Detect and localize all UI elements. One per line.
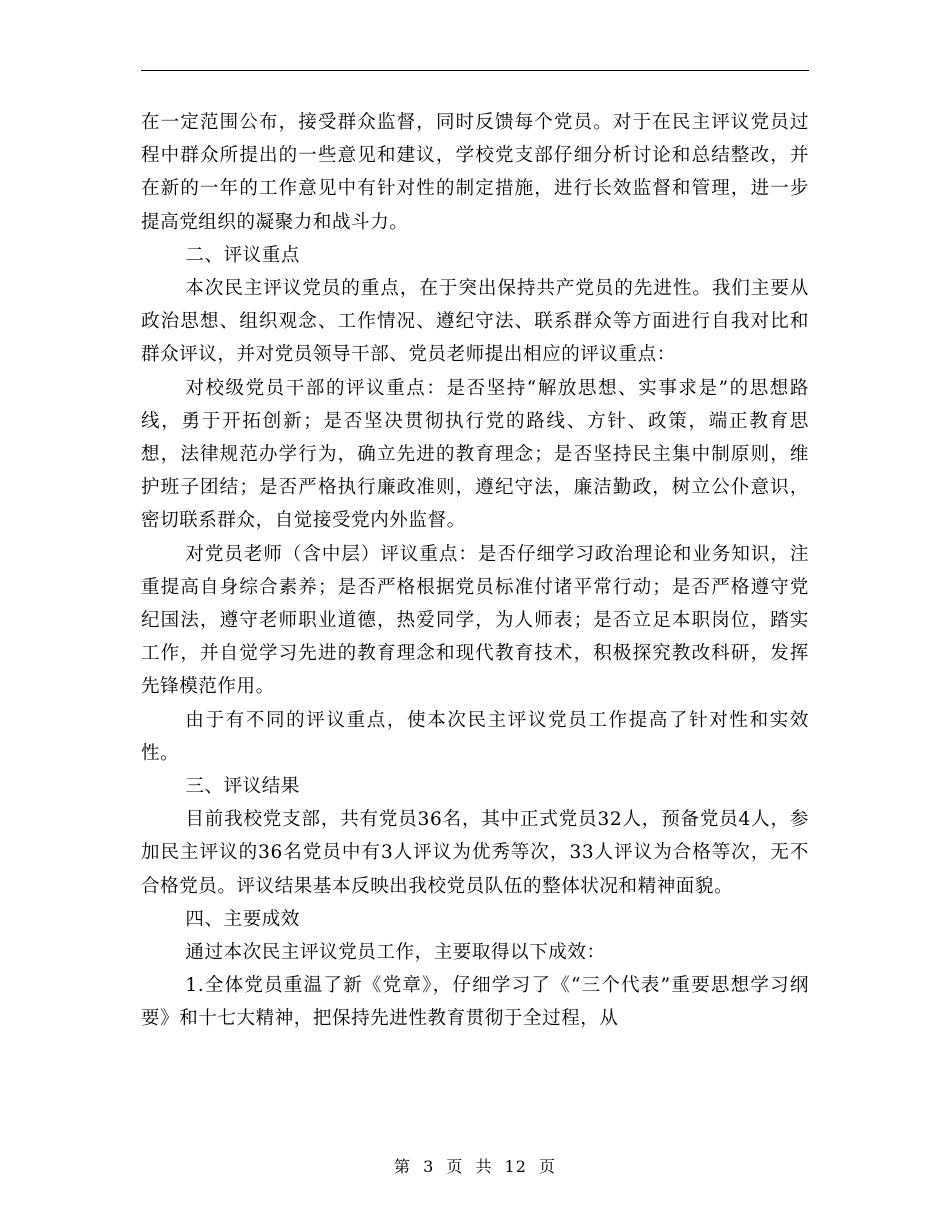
document-body	[141, 106, 809, 1036]
header-rule	[141, 70, 809, 71]
page-number-footer: 第 3 页 共 12 页	[394, 1157, 556, 1176]
paragraph-school-cadres-focus: 对校级党员干部的评议重点：是否坚持“解放思想、实事求是”的思想路线，勇于开拓创新；是否坚决贯彻执行党的路线、方针、政策，端正教育思想，法律规范办学行为，确立先进的教育理念；是否坚持民主集中制原则，维护班子团结；是否严格执行廉政准则，遵纪守法，廉洁勤政，树立公仆意识，密切联系群众，自觉接受党内外监督。	[141, 377, 809, 532]
paragraph-continuation: 在一定范围公布，接受群众监督，同时反馈每个党员。对于在民主评议党员过程中群众所提出的一些意见和建议，学校党支部仔细分析讨论和总结整改，并在新的一年的工作意见中有针对性的制定措施，进行长效监督和管理，进一步提高党组织的凝聚力和战斗力。	[141, 112, 809, 233]
paragraph-teachers-focus: 对党员老师（含中层）评议重点：是否仔细学习政治理论和业务知识，注重提高自身综合素养；是否严格根据党员标准付诸平常行动；是否严格遵守党纪国法，遵守老师职业道德，热爱同学，为人师表；是否立足本职岗位，踏实工作，并自觉学习先进的教育理念和现代教育技术，积极探究教改科研，发挥先锋模范作用。	[141, 543, 809, 698]
section-heading-main-achievements: 四、主要成效	[185, 908, 300, 930]
paragraph-achievement-1: 1.全体党员重温了新《党章》，仔细学习了《“三个代表”重要思想学习纲要》和十七大精神，把保持先进性教育贯彻于全过程，从	[141, 975, 809, 1030]
section-heading-review-focus: 二、评议重点	[185, 244, 300, 266]
paragraph-focus-summary: 由于有不同的评议重点，使本次民主评议党员工作提高了针对性和实效性。	[141, 709, 809, 764]
paragraph-review-results: 目前我校党支部，共有党员36名，其中正式党员32人，预备党员4人，参加民主评议的36名党员中有3人评议为优秀等次，33人评议为合格等次，无不合格党员。评议结果基本反映出我校党员队伍的整体状况和精神面貌。	[141, 809, 809, 897]
section-heading-review-results: 三、评议结果	[185, 776, 300, 798]
paragraph-review-focus-intro: 本次民主评议党员的重点，在于突出保持共产党员的先进性。我们主要从政治思想、组织观念、工作情况、遵纪守法、联系群众等方面进行自我对比和群众评议，并对党员领导干部、党员老师提出相应的评议重点：	[141, 278, 809, 366]
paragraph-achievements-intro: 通过本次民主评议党员工作，主要取得以下成效：	[185, 942, 606, 964]
